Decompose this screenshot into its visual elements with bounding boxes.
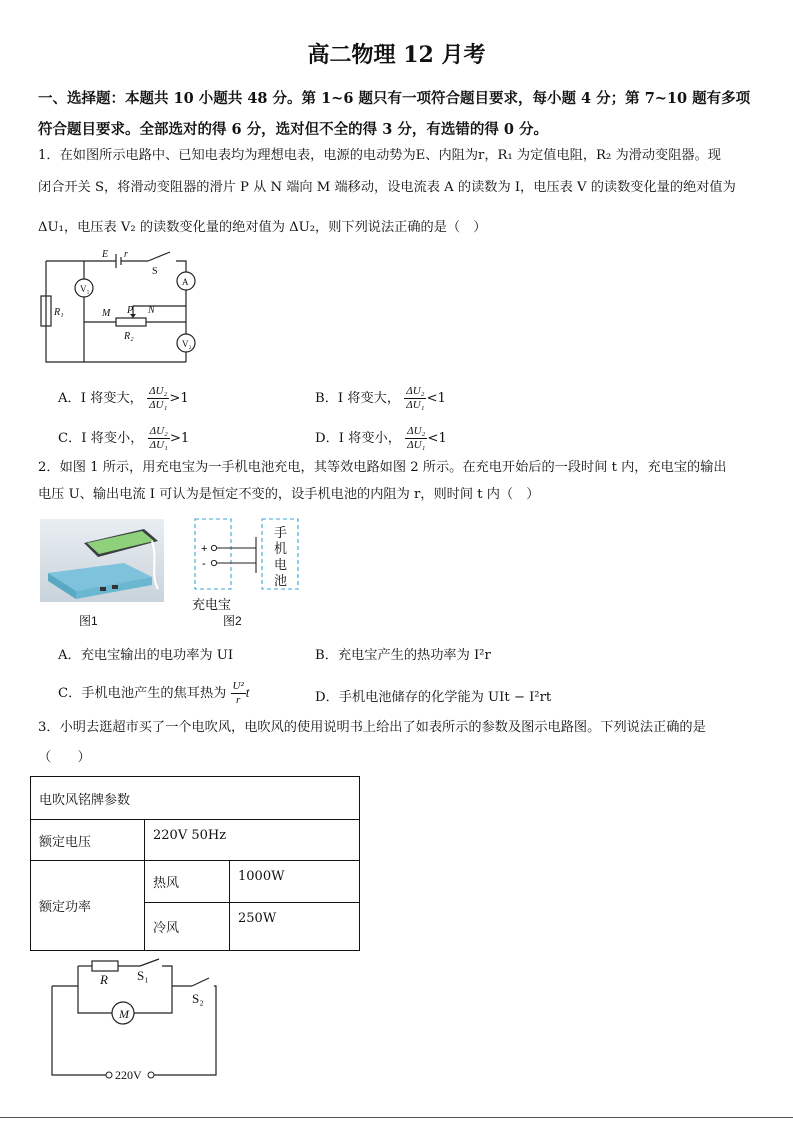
- rated-voltage-label: 额定电压: [31, 820, 145, 861]
- label-S: S: [152, 266, 158, 277]
- hairdryer-circuit-diagram: [44, 958, 234, 1088]
- label-N: N: [148, 305, 155, 316]
- q2-option-a[interactable]: A．充电宝输出的电功率为 UI: [58, 648, 234, 663]
- q1-line2: 闭合开关 S，将滑动变阻器的滑片 P 从 N 端向 M 端移动，设电流表 A 的读数为 I，电压表 V 的读数变化量的绝对值为: [38, 180, 736, 195]
- rated-voltage-value: 220V 50Hz: [145, 820, 360, 861]
- cold-air-value: 250W: [230, 903, 360, 951]
- q1-option-c[interactable]: C．I 将变小， $\frac{\text{ΔU₂}}{\text{ΔU₁}}$ >1: [58, 425, 190, 451]
- q3-line1: 3．小明去逛超市买了一个电吹风，电吹风的使用说明书上给出了如表所示的参数及图示电路图。下列说法正确的是: [38, 720, 706, 735]
- q2-equivalent-circuit: [190, 517, 305, 613]
- page-bottom-rule: [0, 1117, 793, 1118]
- page-title: 高二物理 12 月考: [307, 42, 486, 68]
- fig2-caption: 图2: [223, 614, 242, 628]
- q1-circuit-diagram: [38, 246, 208, 366]
- q2-option-d[interactable]: D．手机电池储存的化学能为 UIt − I²rt: [315, 690, 552, 705]
- section-heading: 一、选择题：本题共 10 小题共 48 分。第 1~6 题只有一项符合题目要求，每小题 4 分；第 7~10 题有多项符合题目要求。全部选对的得 6 分，选对但不全的得 3 分，有选错的得 0 分。: [38, 90, 751, 138]
- q3-line2: （ ）: [38, 750, 91, 765]
- svg-text:电: 电: [274, 558, 288, 573]
- label-S1: S₁: [137, 968, 149, 983]
- svg-text:机: 机: [274, 542, 288, 557]
- q2-option-b[interactable]: B．充电宝产生的热功率为 I²r: [315, 648, 491, 663]
- spec-header: 电吹风铭牌参数: [31, 777, 360, 820]
- label-E: E: [102, 249, 109, 260]
- q2-line2: 电压 U、输出电流 I 可认为是恒定不变的，设手机电池的内阻为 r，则时间 t 内（ ）: [38, 487, 540, 502]
- motor-icon: M: [119, 1007, 129, 1021]
- label-S2: S₂: [192, 991, 204, 1006]
- fig1-caption: 图1: [79, 614, 98, 628]
- supply-voltage: 220V: [115, 1068, 142, 1082]
- hot-air-label: 热风: [145, 861, 230, 903]
- svg-text:手: 手: [274, 526, 288, 541]
- powerbank-photo: [40, 519, 164, 602]
- label-r: r: [124, 249, 128, 260]
- meter-V1: V₁: [80, 284, 90, 294]
- label-R: R: [100, 972, 108, 987]
- q2-option-c[interactable]: C．手机电池产生的焦耳热为 $\frac{\text{U²}}{r}$ t: [58, 680, 250, 706]
- hairdryer-spec-table: [30, 776, 360, 951]
- q1-option-d[interactable]: D．I 将变小， $\frac{\text{ΔU₂}}{\text{ΔU₁}}$ <1: [315, 425, 447, 451]
- q1-option-b[interactable]: B．I 将变大， $\frac{\text{ΔU₂}}{\text{ΔU₁}}$ <1: [315, 385, 446, 411]
- q1-line1: 1．在如图所示电路中、已知电表均为理想电表，电源的电动势为E、内阻为r，R₁ 为定值电阻，R₂ 为滑动变阻器。现: [38, 148, 721, 163]
- q2-line1: 2．如图 1 所示，用充电宝为一手机电池充电，其等效电路如图 2 所示。在充电开始后的一段时间 t 内，充电宝的输出: [38, 460, 727, 475]
- meter-V2: V₂: [182, 339, 192, 349]
- plus-sign: +: [201, 543, 208, 555]
- label-R2: R₂: [124, 331, 134, 342]
- powerbank-label: 充电宝: [192, 598, 232, 613]
- meter-A: A: [182, 277, 189, 287]
- minus-sign: -: [202, 558, 206, 570]
- label-M: M: [102, 308, 111, 319]
- hot-air-value: 1000W: [230, 861, 360, 903]
- svg-text:池: 池: [274, 574, 288, 589]
- q1-line3: ΔU₁，电压表 V₂ 的读数变化量的绝对值为 ΔU₂，则下列说法正确的是（ ）: [38, 220, 487, 235]
- rated-power-label: 额定功率: [31, 861, 145, 951]
- q1-option-a[interactable]: A．I 将变大， $\frac{\text{ΔU₂}}{\text{ΔU₁}}$ >1: [58, 385, 189, 411]
- cold-air-label: 冷风: [145, 903, 230, 951]
- label-R1: R₁: [54, 307, 64, 318]
- label-P: P: [127, 305, 134, 316]
